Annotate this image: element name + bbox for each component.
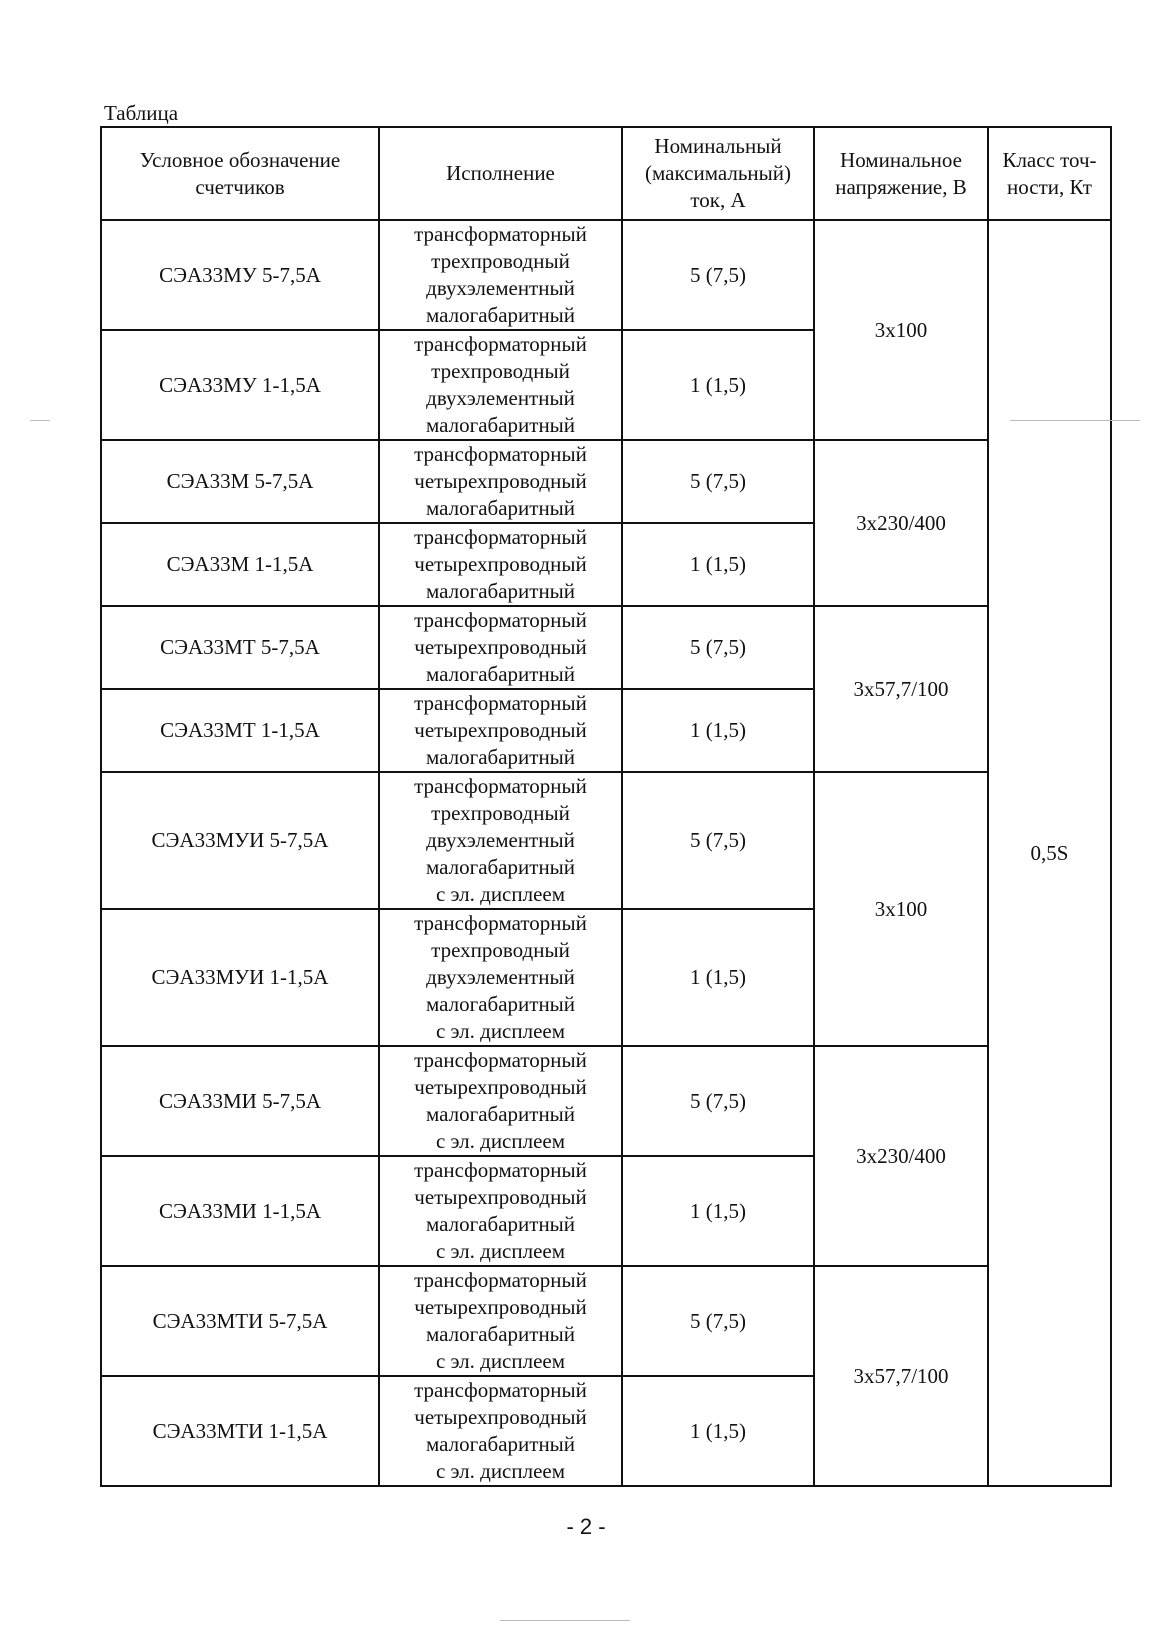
header-text: Номинальный — [654, 134, 782, 158]
execution-line: с эл. дисплеем — [435, 1019, 566, 1043]
header-execution — [379, 127, 622, 220]
cell-voltage: 3х57,7/100 — [814, 606, 988, 772]
cell-current: 1 (1,5) — [622, 330, 814, 440]
execution-line: трехпроводный — [431, 938, 570, 962]
header-current — [622, 127, 814, 220]
header-text: Номинальное — [840, 147, 962, 172]
execution-line: малогабаритный — [425, 662, 576, 686]
execution-line: трансформаторный — [414, 1268, 587, 1292]
cell-execution — [379, 330, 622, 440]
cell-current: 1 (1,5) — [622, 523, 814, 606]
execution-line: трансформаторный — [414, 222, 587, 246]
cell-execution — [379, 440, 622, 523]
execution-line: четырехпроводный — [414, 469, 587, 493]
table-header-row — [101, 127, 1111, 220]
cell-current: 1 (1,5) — [622, 689, 814, 772]
cell-execution — [379, 909, 622, 1046]
execution-line: двухэлементный — [426, 828, 575, 852]
cell-designation: СЭА33МТ 1-1,5А — [101, 689, 379, 772]
table-row — [101, 440, 1111, 523]
execution-line: четырехпроводный — [414, 1075, 587, 1099]
header-voltage — [814, 127, 988, 220]
table-row — [101, 220, 1111, 330]
cell-voltage: 3х230/400 — [814, 1046, 988, 1266]
execution-line: трансформаторный — [414, 608, 587, 632]
header-text: ток, А — [690, 188, 746, 212]
execution-line: четырехпроводный — [414, 1405, 587, 1429]
cell-execution — [379, 523, 622, 606]
cell-execution — [379, 606, 622, 689]
execution-line: трансформаторный — [414, 691, 587, 715]
cell-current: 5 (7,5) — [622, 220, 814, 330]
execution-line: трансформаторный — [414, 911, 587, 935]
cell-current: 1 (1,5) — [622, 1156, 814, 1266]
execution-line: с эл. дисплеем — [435, 1349, 566, 1373]
cell-execution — [379, 220, 622, 330]
cell-designation: СЭА33МУИ 5-7,5А — [101, 772, 379, 909]
header-text: напряжение, В — [835, 174, 967, 199]
execution-line: трансформаторный — [414, 774, 587, 798]
cell-execution — [379, 689, 622, 772]
cell-execution — [379, 1376, 622, 1486]
execution-line: трехпроводный — [431, 359, 570, 383]
execution-line: трансформаторный — [414, 1158, 587, 1182]
execution-line: четырехпроводный — [414, 1185, 587, 1209]
execution-line: малогабаритный — [425, 579, 576, 603]
cell-current: 5 (7,5) — [622, 440, 814, 523]
cell-execution — [379, 1156, 622, 1266]
table-row — [101, 772, 1111, 909]
header-text: Исполнение — [446, 161, 555, 185]
execution-line: малогабаритный — [425, 1212, 576, 1236]
meters-table — [100, 126, 1112, 1487]
execution-line: трансформаторный — [414, 525, 587, 549]
execution-line: трансформаторный — [414, 442, 587, 466]
scan-artifact — [30, 420, 50, 421]
header-designation — [101, 127, 379, 220]
cell-voltage: 3х100 — [814, 220, 988, 440]
header-accuracy-class — [988, 127, 1111, 220]
execution-line: двухэлементный — [426, 965, 575, 989]
cell-execution — [379, 772, 622, 909]
execution-line: малогабаритный — [425, 1102, 576, 1126]
header-text: счетчиков — [195, 174, 285, 199]
execution-line: с эл. дисплеем — [435, 1239, 566, 1263]
cell-designation: СЭА33МУИ 1-1,5А — [101, 909, 379, 1046]
cell-current: 5 (7,5) — [622, 772, 814, 909]
page-number: - 2 - — [566, 1514, 606, 1539]
execution-line: четырехпроводный — [414, 718, 587, 742]
header-text: ности, Кт — [1007, 174, 1092, 199]
cell-designation: СЭА33МИ 1-1,5А — [101, 1156, 379, 1266]
execution-line: малогабаритный — [425, 496, 576, 520]
execution-line: малогабаритный — [425, 1432, 576, 1456]
header-text: Класс точ- — [1002, 147, 1097, 172]
cell-designation: СЭА33М 1-1,5А — [101, 523, 379, 606]
table-row — [101, 606, 1111, 689]
execution-line: с эл. дисплеем — [435, 882, 566, 906]
header-text: Условное обозначение — [139, 147, 341, 172]
cell-voltage: 3х230/400 — [814, 440, 988, 606]
execution-line: малогабаритный — [425, 303, 576, 327]
table-caption: Таблица — [104, 101, 179, 125]
execution-line: малогабаритный — [425, 745, 576, 769]
execution-line: малогабаритный — [425, 1322, 576, 1346]
cell-current: 5 (7,5) — [622, 606, 814, 689]
execution-line: с эл. дисплеем — [435, 1129, 566, 1153]
cell-designation: СЭА33МУ 5-7,5А — [101, 220, 379, 330]
execution-line: трехпроводный — [431, 801, 570, 825]
cell-designation: СЭА33М 5-7,5А — [101, 440, 379, 523]
execution-line: трансформаторный — [414, 332, 587, 356]
cell-designation: СЭА33МТИ 1-1,5А — [101, 1376, 379, 1486]
cell-current: 5 (7,5) — [622, 1266, 814, 1376]
cell-current: 5 (7,5) — [622, 1046, 814, 1156]
execution-line: трансформаторный — [414, 1048, 587, 1072]
execution-line: четырехпроводный — [414, 1295, 587, 1319]
header-text: (максимальный) — [645, 161, 791, 185]
cell-voltage: 3х57,7/100 — [814, 1266, 988, 1486]
execution-line: двухэлементный — [426, 386, 575, 410]
cell-execution — [379, 1266, 622, 1376]
table-row — [101, 1266, 1111, 1376]
cell-accuracy-class: 0,5S — [988, 220, 1111, 1486]
cell-execution — [379, 1046, 622, 1156]
scan-artifact — [500, 1620, 630, 1621]
execution-line: с эл. дисплеем — [435, 1459, 566, 1483]
execution-line: малогабаритный — [425, 413, 576, 437]
execution-line: четырехпроводный — [414, 635, 587, 659]
cell-current: 1 (1,5) — [622, 909, 814, 1046]
execution-line: малогабаритный — [425, 855, 576, 879]
cell-designation: СЭА33МУ 1-1,5А — [101, 330, 379, 440]
execution-line: малогабаритный — [425, 992, 576, 1016]
execution-line: трансформаторный — [414, 1378, 587, 1402]
execution-line: четырехпроводный — [414, 552, 587, 576]
cell-designation: СЭА33МТИ 5-7,5А — [101, 1266, 379, 1376]
execution-line: трехпроводный — [431, 249, 570, 273]
table-row — [101, 1046, 1111, 1156]
cell-designation: СЭА33МИ 5-7,5А — [101, 1046, 379, 1156]
cell-voltage: 3х100 — [814, 772, 988, 1046]
execution-line: двухэлементный — [426, 276, 575, 300]
cell-current: 1 (1,5) — [622, 1376, 814, 1486]
scan-artifact — [1010, 420, 1140, 421]
cell-designation: СЭА33МТ 5-7,5А — [101, 606, 379, 689]
